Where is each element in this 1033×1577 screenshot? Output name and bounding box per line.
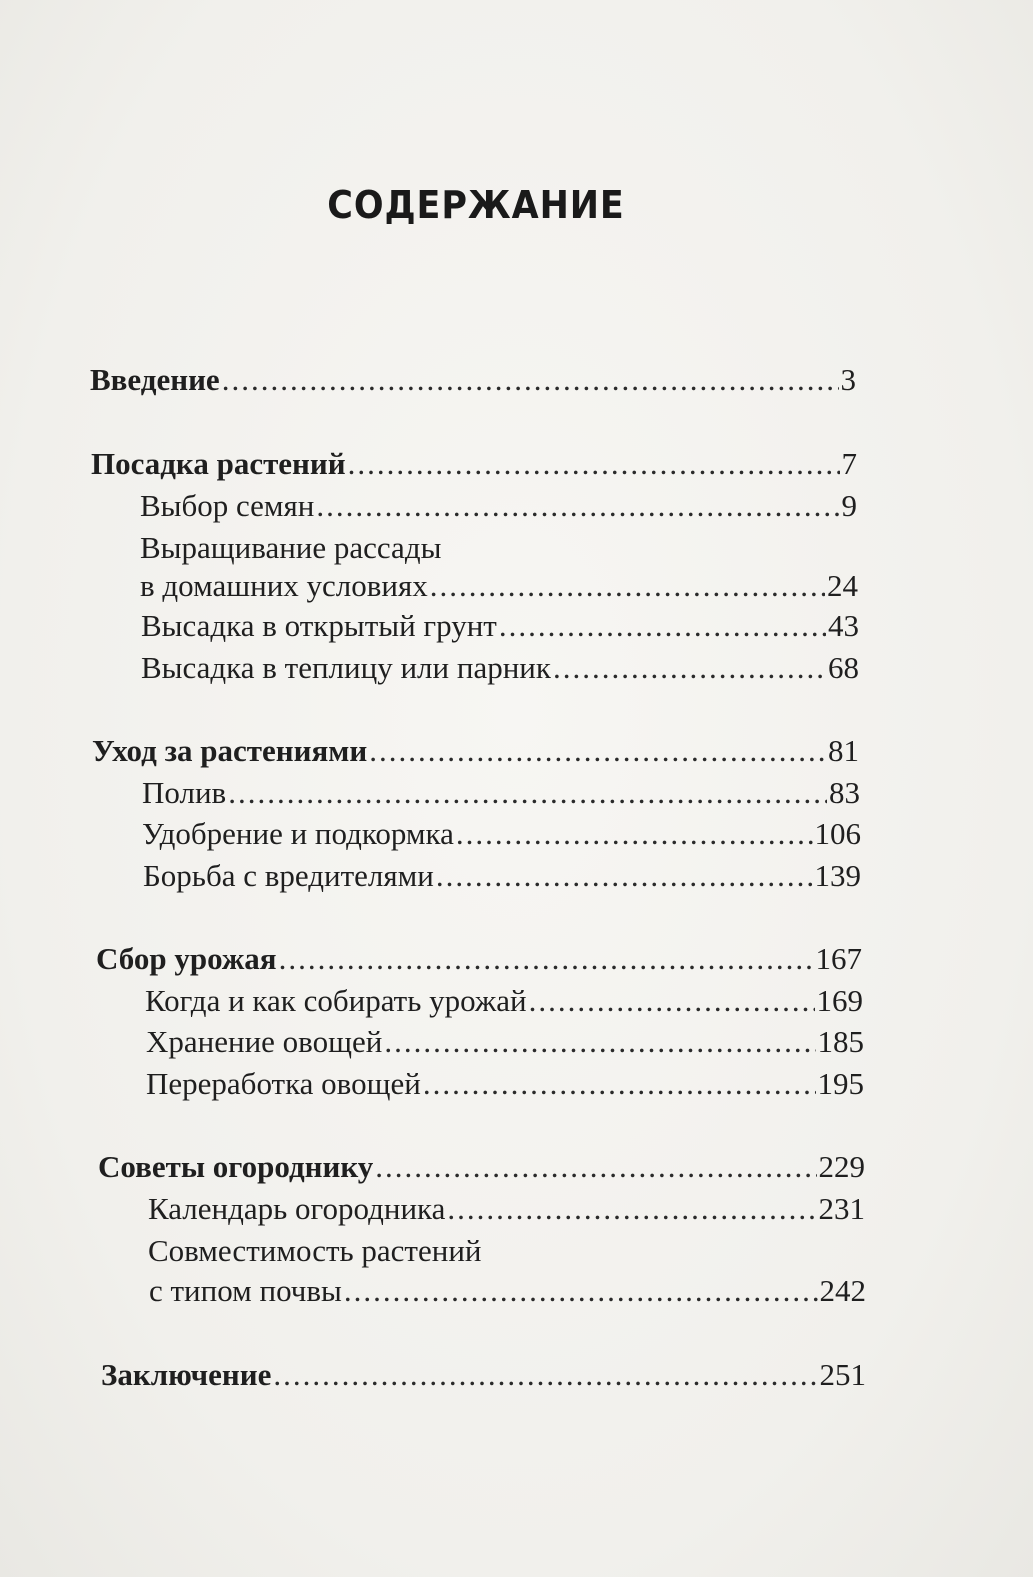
- toc-section-conclusion: [101, 1357, 866, 1393]
- toc-page-number: 229: [818, 1149, 865, 1184]
- toc-page-number: 242: [819, 1273, 866, 1308]
- toc-item-label: Борьба с вредителями: [143, 858, 434, 893]
- toc-page-number: 195: [817, 1066, 864, 1101]
- toc-page-number: 83: [829, 775, 860, 810]
- toc-page-number: 9: [841, 488, 857, 523]
- toc-section-care: [92, 733, 859, 769]
- toc-section-planting: [91, 446, 857, 482]
- toc-item-label: Когда и как собирать урожай: [145, 983, 527, 1018]
- toc-item-label-line1: Выращивание рассады: [140, 530, 442, 565]
- toc-section-label: Уход за растениями: [92, 733, 368, 768]
- leader-dots: [423, 1066, 816, 1102]
- toc-page-number: 3: [840, 362, 856, 397]
- toc-item-label: с типом почвы: [149, 1273, 342, 1308]
- toc-item-label: Хранение овощей: [146, 1024, 383, 1059]
- toc-item: [146, 1024, 864, 1060]
- page-title: СОДЕРЖАНИЕ: [327, 183, 625, 227]
- toc-page-number: 68: [828, 650, 859, 685]
- toc-item: [142, 816, 861, 852]
- leader-dots: [430, 568, 825, 604]
- toc-item-label: Календарь огородника: [148, 1191, 446, 1226]
- toc-page-number: 185: [817, 1024, 864, 1059]
- toc-page-number: 24: [827, 568, 858, 603]
- toc-item: [145, 983, 863, 1019]
- leader-dots: [222, 362, 839, 398]
- leader-dots: [447, 1191, 816, 1227]
- toc-item-label: Высадка в открытый грунт: [141, 608, 497, 643]
- toc-item-label: в домашних условиях: [140, 568, 428, 603]
- toc-page-number: 43: [828, 608, 859, 643]
- toc-item-label: Переработка овощей: [146, 1066, 421, 1101]
- leader-dots: [436, 858, 813, 894]
- toc-section-harvest: [96, 941, 862, 977]
- toc-item: [149, 1273, 866, 1309]
- toc-section-label: Советы огороднику: [98, 1149, 374, 1184]
- leader-dots: [348, 446, 840, 482]
- toc-item-label: Полив: [142, 775, 227, 810]
- leader-dots: [273, 1357, 817, 1393]
- leader-dots: [529, 983, 815, 1019]
- toc-item-label: Высадка в теплицу или парник: [141, 650, 551, 685]
- toc-section-tips: [98, 1149, 865, 1185]
- leader-dots: [279, 941, 814, 977]
- toc-page-number: 251: [819, 1357, 866, 1392]
- toc-section-introduction: [90, 362, 856, 398]
- leader-dots: [553, 650, 826, 686]
- toc-item-label: Удобрение и подкормка: [142, 816, 454, 851]
- toc-item: [142, 775, 860, 811]
- toc-item: [148, 1191, 865, 1227]
- leader-dots: [369, 733, 826, 769]
- leader-dots: [375, 1149, 816, 1185]
- toc-item: [141, 650, 859, 686]
- toc-item-label-line1: Совместимость растений: [148, 1233, 482, 1268]
- toc-section-label: Сбор урожая: [96, 941, 277, 976]
- toc-item: [143, 858, 861, 894]
- toc-item-label: Выбор семян: [140, 488, 315, 523]
- toc-item: [141, 608, 859, 644]
- leader-dots: [384, 1024, 815, 1060]
- toc-section-label: Введение: [90, 362, 220, 397]
- toc-item: [146, 1066, 864, 1102]
- toc-page-number: 139: [814, 858, 861, 893]
- leader-dots: [456, 816, 813, 852]
- toc-page-number: 7: [841, 446, 857, 481]
- toc-page-number: 231: [818, 1191, 865, 1226]
- leader-dots: [228, 775, 827, 811]
- toc-page-number: 169: [816, 983, 863, 1018]
- toc-page-number: 167: [815, 941, 862, 976]
- toc-item: [140, 488, 857, 524]
- leader-dots: [316, 488, 839, 524]
- toc-item: [140, 568, 858, 604]
- toc-section-label: Посадка растений: [91, 446, 346, 481]
- leader-dots: [499, 608, 826, 644]
- toc-section-label: Заключение: [101, 1357, 272, 1392]
- toc-page-number: 106: [814, 816, 861, 851]
- leader-dots: [344, 1273, 818, 1309]
- toc-page-number: 81: [828, 733, 859, 768]
